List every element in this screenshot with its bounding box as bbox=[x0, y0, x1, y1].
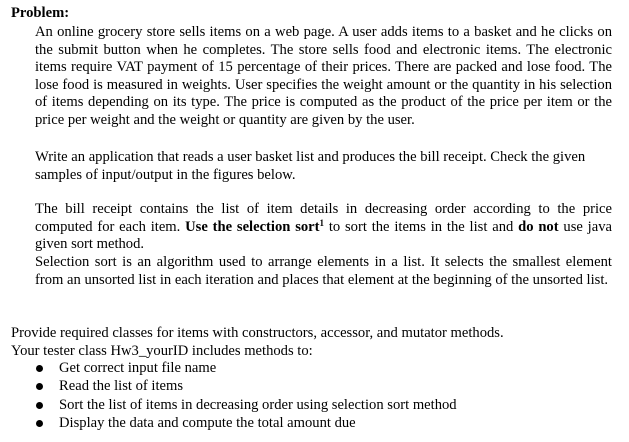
task-statement: Write an application that reads a user basket list and produces the bill receipt. Check the given samples of input/output in the figures below. bbox=[35, 149, 586, 183]
do-not-emphasis: do not bbox=[518, 218, 559, 235]
list-item-text: Sort the list of items in decreasing order using selection sort method bbox=[59, 396, 457, 413]
receipt-text-part2: to sort the items in the list and bbox=[324, 218, 519, 235]
problem-heading: Problem: bbox=[11, 5, 70, 21]
bullet-icon bbox=[36, 420, 43, 427]
requirements-list bbox=[35, 360, 457, 433]
list-item-text: Get correct input file name bbox=[59, 360, 217, 376]
receipt-text-part3: use java given sort method. bbox=[35, 218, 612, 253]
requirements-line-classes: Provide required classes for items with constructors, accessor, and mutator methods. bbox=[11, 325, 504, 341]
problem-description: An online grocery store sells items on a web page. A user adds items to a basket and he clicks on the submit button when he completes. The store sells food and electronic items. The electronic items require VAT payment of 15 percentage of their prices. There are packed and lose food. The lose food is measured in weights. User specifies the weight amount or the quantity in his selection of items depending on its type. The price is computed as the product of the price per item or the price per weight and the weight or quantity are given by the user. bbox=[35, 24, 612, 128]
bullet-icon bbox=[36, 383, 43, 390]
requirements-line-tester: Your tester class Hw3_yourID includes methods to: bbox=[11, 342, 313, 359]
requirements-intro bbox=[11, 325, 611, 360]
list-item bbox=[35, 415, 457, 433]
list-item bbox=[35, 360, 457, 378]
list-item-text: Read the list of items bbox=[59, 378, 184, 395]
list-item-text: Display the data and compute the total amount due bbox=[59, 414, 356, 431]
list-item bbox=[35, 378, 457, 396]
list-item bbox=[35, 397, 457, 415]
bullet-icon bbox=[36, 402, 43, 409]
footnote-marker: 1 bbox=[319, 217, 325, 228]
selection-sort-definition: Selection sort is an algorithm used to arrange elements in a list. It selects the smallest element from an unsorted list in each iteration and places that element at the beginning of the unsorted list. bbox=[35, 254, 612, 288]
bullet-icon bbox=[36, 365, 43, 372]
receipt-requirements bbox=[35, 201, 612, 254]
receipt-text-part1: The bill receipt contains the list of item details in decreasing order according to the price computed for each item. bbox=[35, 201, 612, 235]
selection-sort-emphasis: Use the selection sort bbox=[185, 218, 320, 235]
